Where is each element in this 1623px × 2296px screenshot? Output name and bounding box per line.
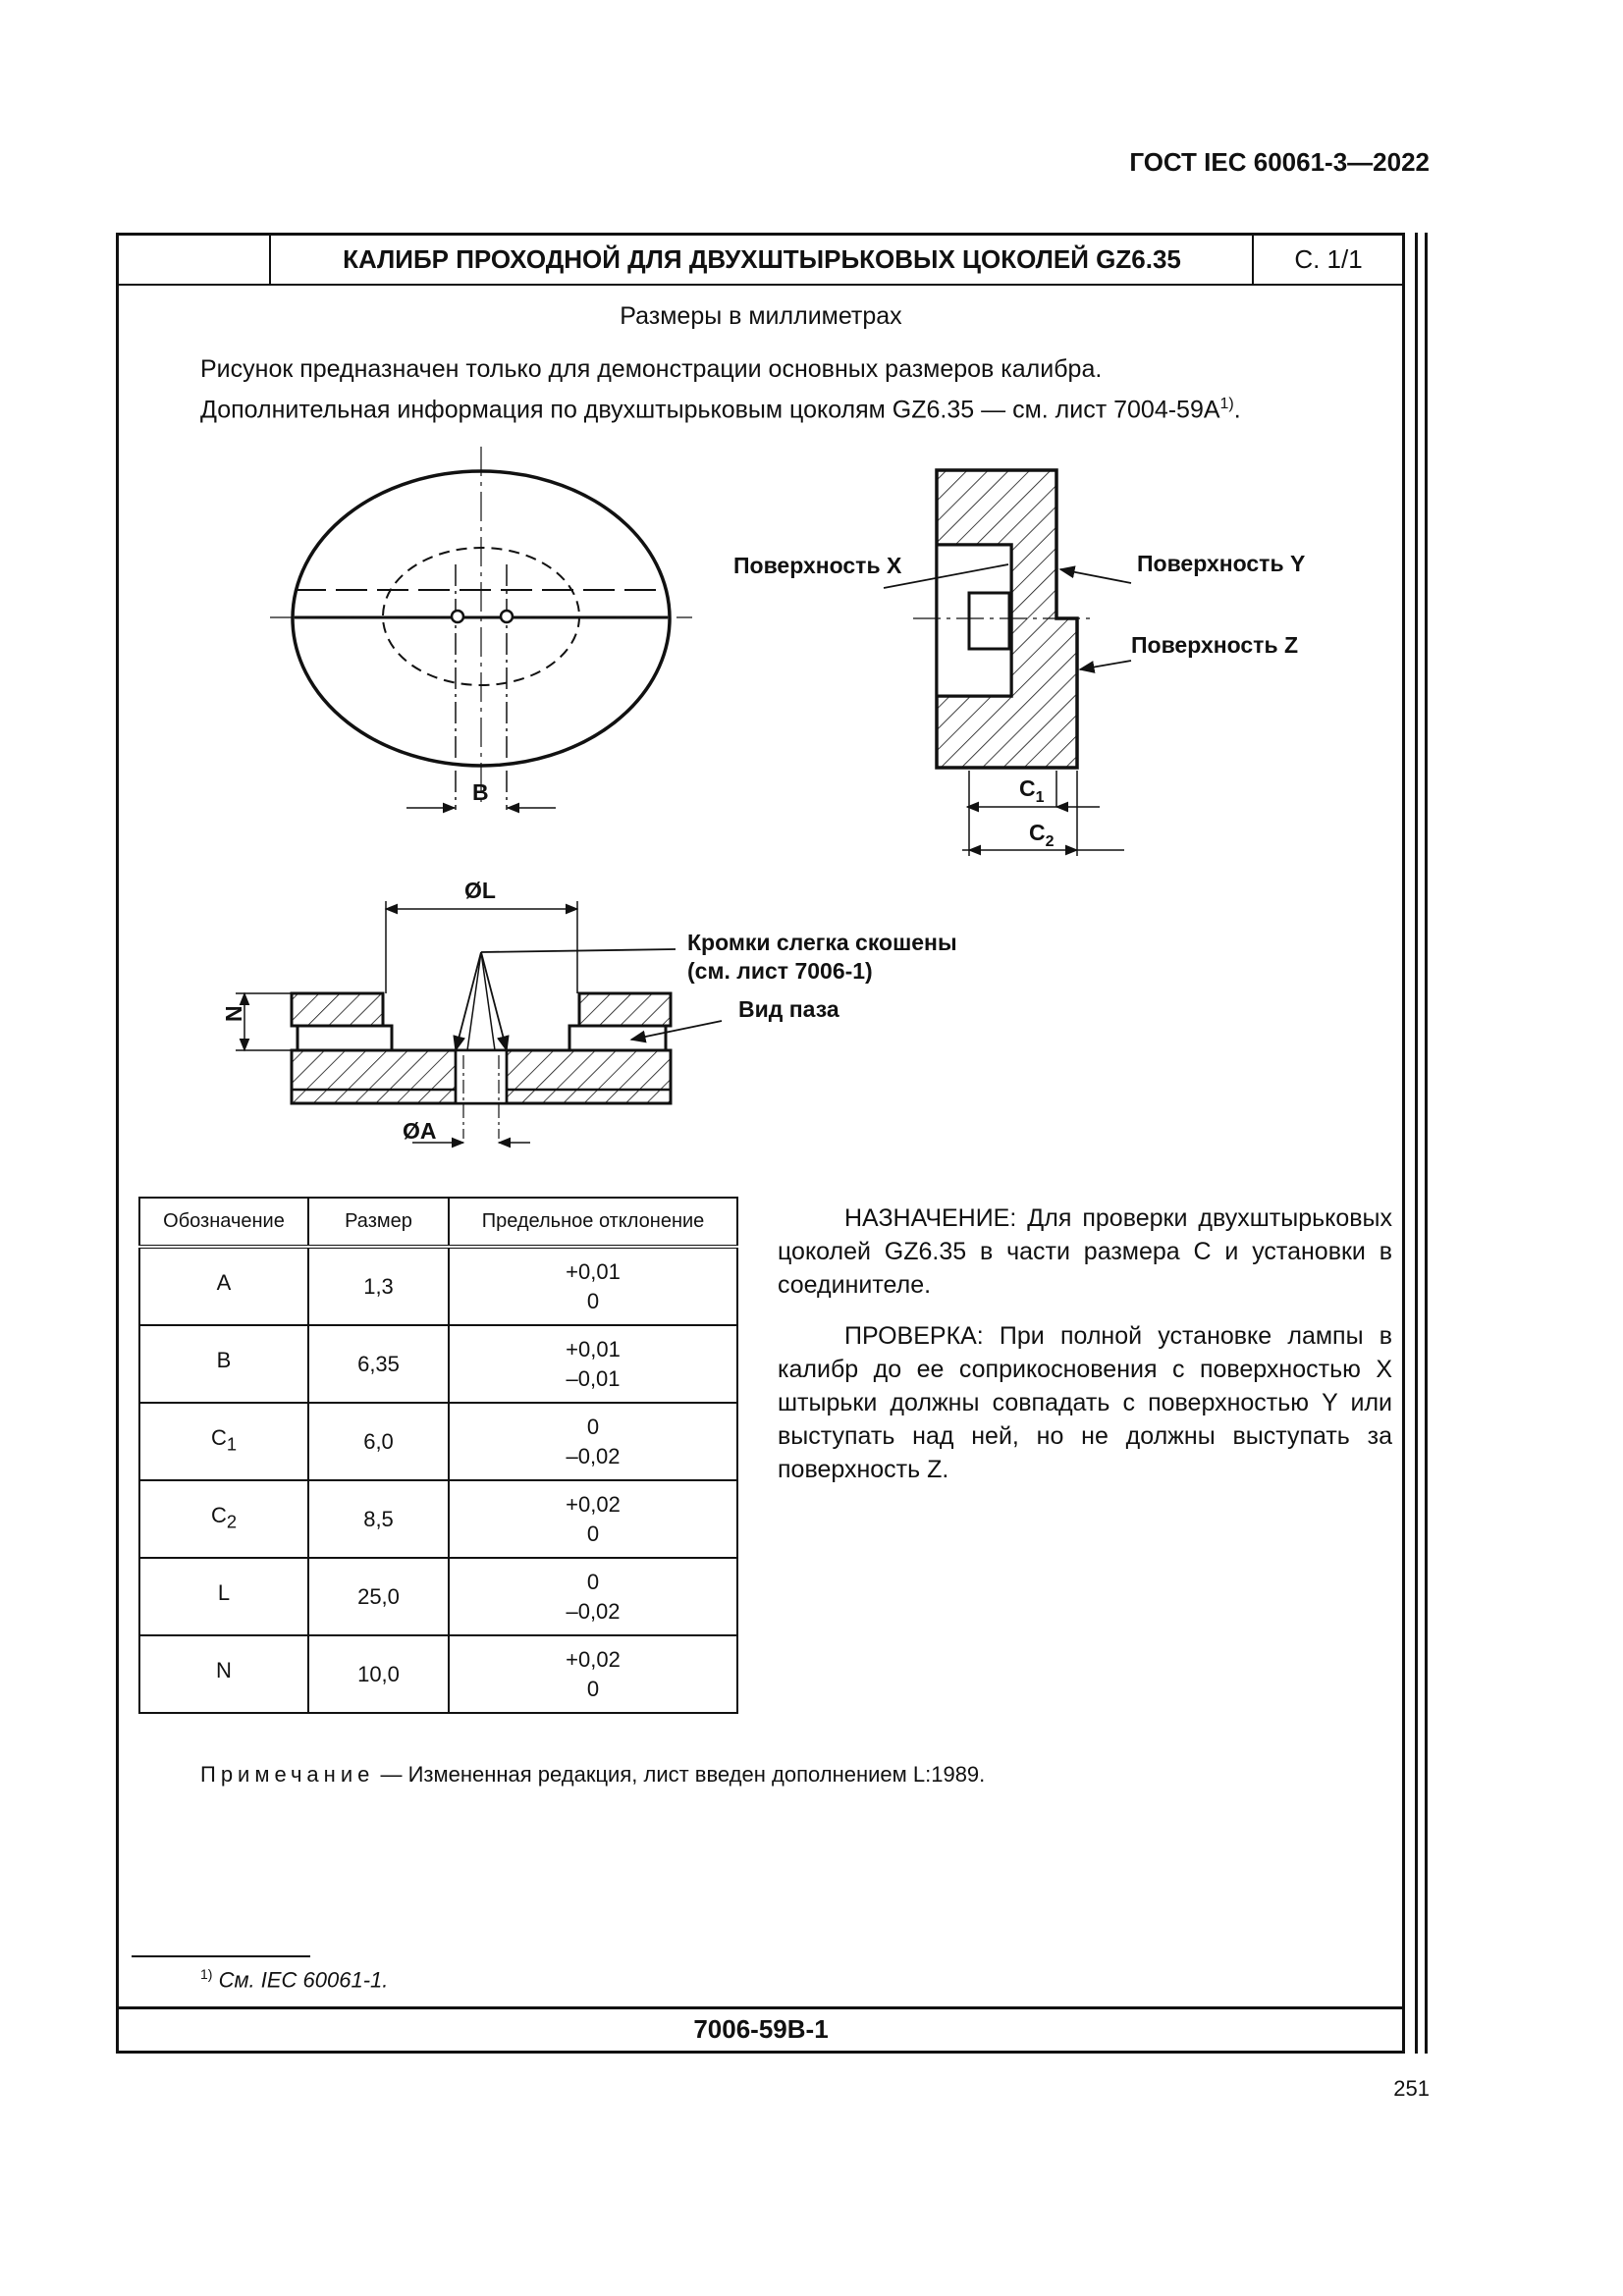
table-row xyxy=(139,1325,737,1403)
label-c2 xyxy=(1029,820,1055,850)
dimensions-table xyxy=(138,1197,738,1714)
table-header-row xyxy=(139,1198,737,1247)
footnote-text: См. IEC 60061-1. xyxy=(212,1967,389,1993)
section-view xyxy=(884,470,1131,856)
intro-line-1: Рисунок предназначен только для демонстрации основных размеров калибра. xyxy=(200,355,1103,383)
table-row xyxy=(139,1247,737,1325)
designation-letter: B xyxy=(216,1348,232,1373)
deviation-lower: 0 xyxy=(586,1676,600,1701)
designation-letter: C xyxy=(210,1503,227,1528)
table-row xyxy=(139,1558,737,1635)
top-view xyxy=(270,447,692,810)
chamfer-leader-left xyxy=(456,952,481,1050)
intro-line-2-end: . xyxy=(1233,396,1241,424)
deviation-lower: –0,01 xyxy=(566,1365,621,1391)
cell-deviation xyxy=(449,1247,737,1325)
chamfer-leader-mid-left xyxy=(467,952,481,1050)
cell-designation xyxy=(139,1325,308,1403)
deviation-upper: +0,02 xyxy=(566,1646,621,1672)
deviation-lower: 0 xyxy=(586,1521,600,1546)
footnote-mark: 1) xyxy=(200,1966,213,1982)
chamfer-leader-right xyxy=(481,952,507,1050)
note xyxy=(200,1762,1280,1788)
cell-designation xyxy=(139,1558,308,1635)
label-l: ØL xyxy=(464,878,496,903)
deviation-upper: 0 xyxy=(586,1569,600,1594)
cell-deviation xyxy=(449,1480,737,1558)
cell-deviation xyxy=(449,1403,737,1480)
label-surface-z: Поверхность Z xyxy=(1131,632,1299,658)
label-surface-x: Поверхность X xyxy=(733,553,902,578)
label-c2-letter: C xyxy=(1029,820,1046,845)
deviation-upper: +0,01 xyxy=(566,1258,621,1284)
middle-step-left xyxy=(298,1026,392,1050)
cell-size: 6,35 xyxy=(308,1325,449,1403)
cell-deviation xyxy=(449,1635,737,1713)
deviation-upper: +0,02 xyxy=(566,1491,621,1517)
label-c1-letter: C xyxy=(1019,775,1036,801)
purpose-paragraph: НАЗНАЧЕНИЕ: Для проверки двухштырьковых цоколей GZ6.35 в части размера С и установки в соединителе. xyxy=(778,1204,1392,1299)
label-slot-view: Вид паза xyxy=(738,996,839,1022)
cell-deviation xyxy=(449,1325,737,1403)
cell-designation xyxy=(139,1247,308,1325)
designation-sub: 2 xyxy=(226,1511,238,1532)
designation-letter: L xyxy=(217,1580,231,1606)
header-size: Размер xyxy=(308,1198,449,1247)
intro-line-2-text: Дополнительная информация по двухштырьковым цоколям GZ6.35 — см. лист 7004-59А xyxy=(200,396,1220,424)
note-label: Примечание xyxy=(200,1762,375,1787)
middle-step-right xyxy=(569,1026,666,1050)
header-deviation: Предельное отклонение xyxy=(449,1198,737,1247)
slot-pocket xyxy=(969,593,1009,649)
cell-size: 6,0 xyxy=(308,1403,449,1480)
label-edges-line-1: Кромки слегка скошены xyxy=(687,930,957,955)
cell-size: 1,3 xyxy=(308,1247,449,1325)
sheet-title: КАЛИБР ПРОХОДНОЙ ДЛЯ ДВУХШТЫРЬКОВЫХ ЦОКОЛЕЙ GZ6.35 xyxy=(343,244,1181,274)
document-header: ГОСТ IEC 60061-3—2022 xyxy=(1129,147,1430,177)
cell-size: 8,5 xyxy=(308,1480,449,1558)
label-n: N xyxy=(221,1005,246,1022)
upper-ring-left xyxy=(292,993,383,1026)
designation-letter: C xyxy=(210,1425,227,1451)
pin-hole-right xyxy=(501,611,513,622)
note-text: — Измененная редакция, лист введен дополнением L:1989. xyxy=(374,1762,986,1787)
cell-designation xyxy=(139,1403,308,1480)
sheet-number: С. 1/1 xyxy=(1294,244,1363,274)
deviation-lower: –0,02 xyxy=(566,1443,621,1468)
table-row xyxy=(139,1635,737,1713)
leader-surface-y xyxy=(1060,569,1131,583)
chamfer-leader-mid-right xyxy=(481,952,495,1050)
footnote xyxy=(200,1966,986,1993)
cell-size: 25,0 xyxy=(308,1558,449,1635)
cell-designation xyxy=(139,1635,308,1713)
label-c1 xyxy=(1019,775,1045,806)
purpose-text xyxy=(778,1201,1392,1504)
label-edges-line-2: (см. лист 7006-1) xyxy=(687,958,873,984)
label-a: ØA xyxy=(403,1118,437,1144)
intro-footnote-mark: 1) xyxy=(1219,396,1234,412)
footnote-rule xyxy=(132,1955,310,1957)
label-surface-y: Поверхность Y xyxy=(1137,551,1306,576)
deviation-upper: 0 xyxy=(586,1414,600,1439)
sheet-code: 7006-59В-1 xyxy=(693,2014,829,2044)
table-row xyxy=(139,1403,737,1480)
leader-surface-z xyxy=(1080,661,1131,669)
chamfer-leader-main xyxy=(481,949,676,952)
cell-deviation xyxy=(449,1558,737,1635)
table-row xyxy=(139,1480,737,1558)
page-number: 251 xyxy=(1393,2076,1430,2101)
deviation-lower: –0,02 xyxy=(566,1598,621,1624)
label-c2-sub: 2 xyxy=(1045,833,1055,850)
cross-section-view xyxy=(236,901,722,1143)
label-b: B xyxy=(472,779,489,805)
cell-size: 10,0 xyxy=(308,1635,449,1713)
deviation-upper: +0,01 xyxy=(566,1336,621,1362)
footer-row-top-rule xyxy=(116,2006,1405,2009)
units-note: Размеры в миллиметрах xyxy=(620,302,902,330)
header-designation: Обозначение xyxy=(139,1198,308,1247)
label-c1-sub: 1 xyxy=(1035,789,1045,806)
pin-hole-left xyxy=(452,611,463,622)
upper-ring-right xyxy=(579,993,671,1026)
deviation-lower: 0 xyxy=(586,1288,600,1313)
cell-designation xyxy=(139,1480,308,1558)
designation-letter: N xyxy=(216,1658,232,1683)
check-paragraph: ПРОВЕРКА: При полной установке лампы в калибр до ее соприкосновения с поверхностью X штырьки должны совпадать с поверхностью Y или выступать над ней, но не должны выступать за поверхность Z. xyxy=(778,1322,1392,1483)
designation-letter: A xyxy=(216,1270,232,1296)
designation-sub: 1 xyxy=(226,1433,238,1455)
